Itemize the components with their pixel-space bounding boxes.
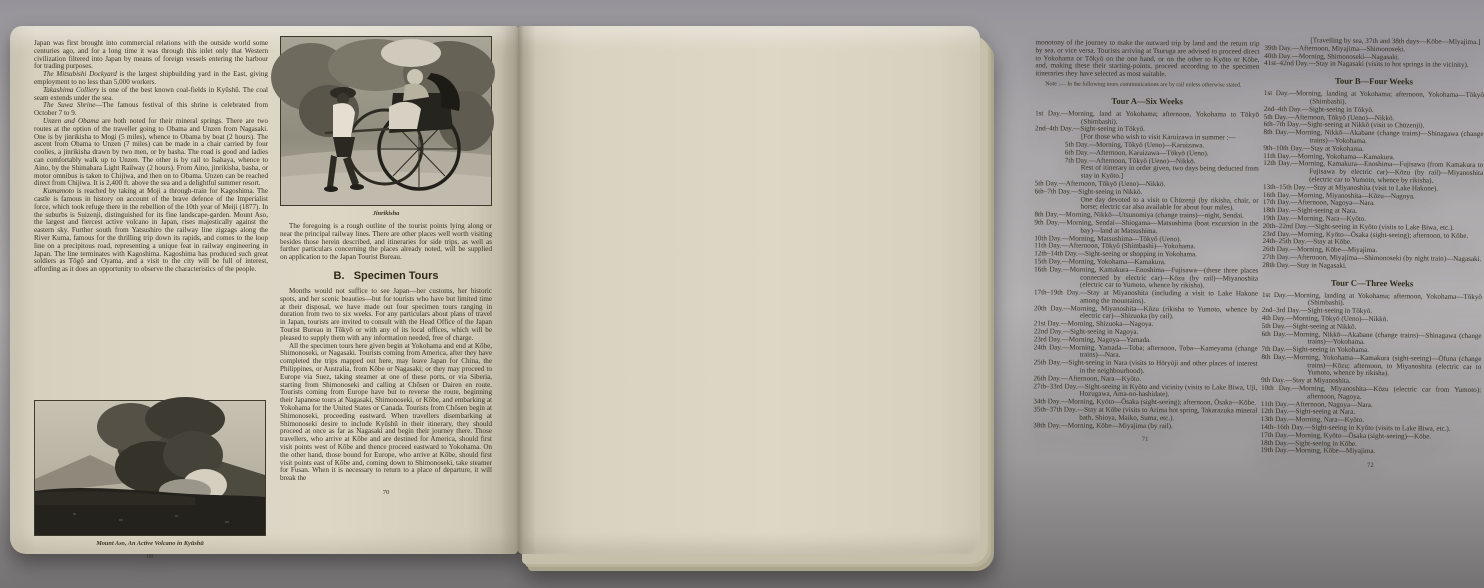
day-label: 13th–15th Day.	[1262, 182, 1307, 192]
day-text: —Morning, Kōbe—Miyajima.	[1287, 446, 1376, 456]
day-label: 17th Day.	[1260, 430, 1289, 440]
day-label: 15th Day.	[1034, 257, 1062, 266]
paragraph: Months would not suffice to see Japan—her customs, her historic spots, and her scenic beauties—but for tourists who have but limited time at their disposal, we have made out four specimen tours ranging in duration from two to six weeks. For any particulars about plans of travel in Japan, tourists are invited to consult with the Head Office of the Japan Tourist Bureau in Tōkyō or with any of its local offices, which will be pleased to supply them with any information needed, free of charge.	[280, 286, 492, 342]
day-text: —Afternoon, Tōkyō (Ueno)—Nikkō.	[1058, 179, 1166, 189]
paragraph-lead: The Suwa Shrine	[43, 101, 96, 110]
day-text: —Morning, Kōbe—Miyajima (by rail).	[1060, 421, 1173, 430]
day-label: 17th Day.	[1262, 198, 1291, 207]
day-text: —Morning, Tōkyō (Ueno)—Karuizawa.	[1088, 140, 1205, 150]
day-text: —Afternoon, Karuizawa—Tōkyō (Ueno).	[1088, 148, 1209, 158]
day-text: —Morning, Yamada—Toba; afternoon, Toba—Kameyama (change trains)—Nara.	[1062, 343, 1258, 360]
day-label: 6th–7th Day.	[1034, 187, 1072, 196]
day-text: —Morning, Matsushima—Tōkyō (Ueno).	[1061, 234, 1182, 243]
day-label: 13th Day.	[1260, 415, 1289, 424]
paragraph-lead: Takashima Colliery	[43, 85, 100, 94]
day-label: 18th Day.	[1262, 206, 1291, 215]
day-label: 20th–22nd Day.	[1262, 221, 1308, 231]
day-label: 10th Day.	[1034, 233, 1062, 243]
day-text: —Morning, Kamakura—Enoshima—Fujisawa—(these three places connected by electric car)—Kōzu (by rail)—Miyanoshita (electric car to Yumoto, whence by rikisha).	[1062, 265, 1259, 290]
day-text: —Morning, Nara—Kyōto.	[1288, 415, 1365, 425]
day-label: 12th–14th Day.	[1034, 249, 1078, 258]
day-text: Rest of itinerary in order given, two days being deducted from stay in Kyōto.]	[1080, 163, 1259, 180]
paragraph-lead: Kumamoto	[43, 187, 75, 196]
paragraph: All the specimen tours here given begin at Yokohama and end at Kōbe, Shimonoseki, or Nagasaki. Tourists coming from America, after they have completed the trips mapped out here, may leave Japan for China, the Philippines, or Australia, from Kōbe or Nagasaki; or they may proceed to Europe via Suez, taking steamer at one of these ports, or via Siberia, starting from Shimonoseki and calling at Chōsen or Dairen en route. Tourists coming from Europe have but to reverse the route, beginning their Japanese tours at Nagasaki, Shimonoseki, or Kōbe, and embarking at Yokohama for the United States or Canada. Tourists from Chōsen begin at Shimonoseki, proceeding eastward. When travellers disembarking at Shimonoseki desire to include Kyūshū in their itinerary, they should proceed at once as far as Nagasaki and begin their journey there. Those travellers, who arrive at Kōbe and are destined for America, should first visit points west of Kōbe and thence proceed eastward to Yokohama. On the other hand, those bound for Europe, who arrive at Kōbe, should first visit points east of Kōbe and, coming down to Shimonoseki, take steamer for Fusan. When it is necessary to return to a place of departure, it will break the	[280, 341, 492, 483]
day-label: 21st Day.	[1033, 319, 1061, 328]
day-text: —Stay at Miyanoshita (including a visit to Lake Hakone among the mountains).	[1079, 288, 1259, 305]
day-label: 11th Day.	[1260, 399, 1289, 408]
day-text: —Morning, Nagoya—Yamada.	[1061, 335, 1151, 344]
paragraph: The foregoing is a rough outline of the tourist points lying along or near the principal railway lines. There are other places well worth visiting besides those herein described, and itineraries for side trips, as well as further particulars concerning the places already noted, will be supplied on application to the Japan Tourist Bureau.	[280, 222, 492, 262]
day-label: 9th Day.	[1261, 376, 1286, 385]
day-text: [For those who wish to visit Karuizawa in summer :—	[1080, 132, 1236, 142]
day-label: 8th Day.	[1261, 352, 1287, 362]
day-text: —Sight-seeing at Nara.	[1290, 206, 1358, 215]
left-page	[10, 26, 518, 560]
day-text: —Sight-seeing in Tōkyō.	[1301, 105, 1374, 114]
day-label: 5th Day.	[1064, 140, 1089, 149]
paragraph: monotony of the journey to make the outward trip by land and the return trip by sea, or vice versa. Tourists arriving at Tsuruga are advised to proceed direct to Yokohama or Tōkyō on the one hand, or on the other to Kyōto or Kōbe, and, making these their starting-points, proceed according to the specimen itineraries they have selected as most suitable.	[1035, 38, 1260, 79]
day-label: 17th–19th Day.	[1033, 288, 1080, 297]
day-label: 1st Day.	[1035, 109, 1062, 118]
day-text: —Sight-seeing in Nara (visits to Hōryūji and other places of interest in the neighbourhood).	[1061, 358, 1258, 376]
day-label: 5th Day.	[1263, 112, 1288, 121]
day-text: —Morning, Yokohama—Kamakura.	[1061, 257, 1166, 267]
tour-c-heading: Tour C—Three Weeks	[1330, 277, 1414, 288]
day-text: —Morning, Shimonoseki—Nagasaki.	[1291, 51, 1400, 61]
day-text: —Stay in Nagasaki (visits to hot springs in the vicinity).	[1308, 59, 1469, 70]
day-label: 4th Day.	[1261, 313, 1286, 323]
day-label: 9th Day.	[1034, 218, 1060, 227]
itinerary-item	[1260, 447, 1480, 457]
day-label: 12th Day.	[1263, 159, 1292, 168]
day-label: 11th Day.	[1034, 241, 1062, 250]
day-text: —Afternoon, Miyajima—Shimonoseki (by night train)—Nagasaki.	[1289, 253, 1482, 263]
page-number: 70	[382, 488, 390, 496]
open-book	[10, 26, 1484, 564]
day-label: 26th Day.	[1262, 245, 1290, 254]
paragraph-text: is the largest shipbuilding yard in the East, giving employment to no less than 5,000 workers.	[34, 70, 268, 86]
paragraph-text: is one of the best known coal-fields in Kyūshū. The coal seam extends under the sea.	[34, 85, 268, 102]
day-text: —Morning, Yokohama—Kamakura.	[1290, 151, 1395, 161]
day-label: 24th Day.	[1033, 342, 1063, 352]
day-label: 1st Day.	[1261, 290, 1288, 299]
day-label: 11th Day.	[1263, 151, 1291, 160]
day-label: 18th Day.	[1260, 438, 1289, 447]
day-text: —Morning, Miyanoshita—Kōzu (rikisha to Yumoto, whence by electric car)—Shizuoka (by rail).	[1063, 304, 1258, 321]
day-text: —Sight-seeing at Nikkō.	[1285, 321, 1357, 331]
tour-b-heading: Tour B—Four Weeks	[1334, 75, 1414, 87]
day-text: —Sight-seeing in Nikkō.	[1071, 187, 1143, 196]
paragraph-text: is reached by taking at Moji a through-train for Kagoshima. The castle is famous in history on account of the brave defence of the Imperialist force, which took refuge there in the rebellion of the 10th year of Meiji (1877). In the suburbs is Suizenji, distinguished for its fine landscape-garden. Mount Aso, the largest and fiercest active volcano in Japan, rises majestically against the eastern sky. Further south from Yatsushiro the railway line zigzags along the River Kuma, famous for the thrilling trip down its rapids, and comes to the loop line on a precipitous road, representing a unique feat in railway engineering in Japan. The line terminates with Kagoshima. Kagoshima has produced such great soldiers as Tōgō and Oyama, and a visit to the city will be full of interest, affording as it does an opportunity to observe the characteristics of the people.	[34, 187, 268, 274]
itinerary-item	[1033, 422, 1257, 431]
day-label: 27th–33rd Day.	[1033, 381, 1078, 391]
day-label: 9th–10th Day.	[1263, 143, 1304, 153]
day-text: [Travelling by sea, 37th and 38th days—Kōbe—Miyajima.]	[1310, 36, 1481, 47]
paragraph-text: Japan was first brought into commercial relations with the outside world some centuries ago, and for a long time it was through this inlet only that Western civilization filtered into Japan by means of foreign vessels entering the harbour for trading purposes.	[34, 39, 268, 71]
day-label: 40th Day.	[1264, 51, 1292, 60]
itinerary-item	[1263, 160, 1483, 186]
section-heading: B. Specimen Tours	[333, 269, 439, 282]
day-text: —Morning, Tōkyō (Ueno)—Nikkō.	[1285, 314, 1389, 324]
day-text: —Morning, Kamakura—Enoshima—Fujisawa (from Kamakura to Fujisawa by electric car)—Kōzu (by rail)—Miyanoshita (electric car to Yumoto, whence by rikisha).	[1291, 159, 1484, 185]
tour-c-itinerary	[1260, 291, 1482, 457]
itinerary-item	[1264, 60, 1484, 70]
day-text: —Morning, Kyōto—Ōsaka (sight-seeing); afternoon, Ōsaka—Kōbe.	[1060, 397, 1257, 407]
paragraph	[34, 40, 268, 71]
paragraph-text: —The famous festival of this shrine is celebrated from October 7 to 9.	[34, 101, 268, 118]
day-text: —Sight-seeing in Kyōto and vicinity (visits to Lake Biwa, Uji, Hozugawa, Ama-no-hashidate).	[1077, 382, 1258, 399]
page-71-column	[1032, 39, 1259, 548]
jinrikisha-photo	[280, 36, 492, 206]
page-number: 72	[1367, 462, 1374, 470]
paragraph-text: are both noted for their mineral springs. There are two routes at the option of the traveller going to Obama and Unzen from Nagasaki. One is by jinrikisha to Mogi (5 miles), whence to Obama by boat (2 hours). The ascent from Obama to Unzen (7 miles) can be made in a chair carried by four coolies, a jinrikisha drawn by two men, or by basha. The road is good and ladies can comfortably walk up to Unzen. The other is by rail to Isahaya, whence to Aino, by the Shimabara Light Railway (2 hours). From Aino, jinrikisha, basha, or motor omnibus is taken to Chijiwa, and then on to Obama. Unzen can be reached direct from Chijiwa. It is 2,400 ft. above the sea and a delightful summer resort.	[34, 116, 268, 188]
day-text: —Morning, Miyanoshita—Kōzu (electric car from Yumoto); afternoon, Nagoya.	[1291, 384, 1482, 401]
day-text: —Morning, Nikkō—Utsunomiya (change trains)—night, Sendai.	[1058, 210, 1244, 220]
day-label: 10th Day.	[1261, 384, 1292, 393]
day-text: One day devoted to a visit to Chūzenji (by rikisha, chair, or horse; electric car also available for about four miles).	[1080, 195, 1259, 212]
day-text: —Stay at Kōbe (visits to Arima hot spring, Takarazuka mineral bath, Shioya, Maiko, Suma, etc.).	[1077, 405, 1258, 423]
tour-a-continuation	[1264, 37, 1484, 70]
day-text: —Sight-seeing or shopping in Yokohama.	[1077, 249, 1197, 259]
day-label: 16th Day.	[1262, 190, 1291, 199]
paragraph	[34, 71, 268, 87]
paragraph	[34, 118, 268, 188]
page-72-column	[1260, 37, 1484, 549]
day-label: 5th Day.	[1034, 179, 1059, 188]
day-label: 14th–16th Day.	[1260, 423, 1305, 432]
day-label: 12th Day.	[1260, 407, 1289, 416]
paragraph-lead: The Mitsubishi Dockyard	[43, 70, 117, 79]
page-number: 71	[1141, 436, 1149, 444]
day-text: —Morning, Kyōto—Ōsaka (sight-seeing); afternoon, to Kōbe.	[1290, 229, 1469, 240]
day-label: 6th Day.	[1261, 329, 1287, 338]
day-text: —Sight-seeing at Nikkō (visit to Chūzenji).	[1300, 120, 1425, 130]
day-label: 23rd Day.	[1262, 229, 1291, 238]
day-label: 24th–25th Day.	[1262, 237, 1307, 246]
page-70-column	[280, 36, 492, 550]
day-text: —Morning, Kōbe—Miyajima.	[1289, 245, 1378, 255]
day-label: 20th Day.	[1033, 304, 1064, 313]
day-text: —Sight-seeing in Nagoya.	[1062, 327, 1139, 337]
day-label: 39th Day.	[1264, 43, 1292, 53]
day-text: —Morning, Nara—Kyōto.	[1290, 214, 1367, 223]
note-line: Note :— In the following tours communications are by rail unless otherwise stated.	[1045, 81, 1242, 89]
day-text: —Morning, Miyanoshita—Kōzu—Nagoya.	[1290, 190, 1415, 200]
itinerary-item	[1261, 354, 1481, 380]
day-text: —Sight-seeing at Nara.	[1288, 407, 1356, 417]
day-label: 8th Day.	[1263, 128, 1289, 137]
day-text: —Sight-seeing in Kyōto (visits to Lake Biwa, etc.).	[1304, 423, 1451, 433]
day-text: —Afternoon, Nagoya—Nara.	[1290, 198, 1375, 208]
paragraph	[34, 87, 268, 103]
day-label: 6th–7th Day.	[1263, 120, 1301, 129]
day-text: —Morning, Kyōto—Ōsaka (sight-seeing)—Kōbe.	[1288, 431, 1432, 441]
day-label: 38th Day.	[1033, 420, 1061, 430]
paragraph	[34, 102, 268, 118]
paragraph-lead: Unzen and Obama	[43, 116, 99, 125]
day-label: 6th Day.	[1064, 148, 1089, 157]
day-text: —Sight-seeing in Kyōto (visits to Lake Biwa, etc.).	[1307, 222, 1455, 232]
tour-b-itinerary	[1262, 90, 1484, 271]
paragraph	[34, 188, 268, 274]
photo-caption: Jinrikisha	[372, 210, 400, 217]
day-label: 22nd Day.	[1033, 327, 1063, 336]
volcano-photo	[34, 400, 266, 560]
day-text: —Stay at Miyanoshita (visit to Lake Hakone).	[1306, 183, 1439, 193]
tour-a-heading: Tour A—Six Weeks	[1111, 95, 1183, 106]
day-text: —Afternoon, Tōkyō (Ueno)—Nikkō.	[1088, 156, 1196, 165]
day-text: —Afternoon, Tōkyō (Ueno)—Nikkō.	[1287, 112, 1395, 122]
day-label: 25th Day.	[1033, 358, 1062, 367]
day-label: 28th Day.	[1262, 260, 1290, 269]
day-text: —Morning, Nikkō—Akabane (change trains)—Shinagawa (change trains)—Yokohama.	[1288, 128, 1484, 145]
day-text: —Morning, landing at Yokohama; afternoon, Yokohama—Tōkyō (Shimbashi).	[1288, 89, 1484, 106]
day-label: 19th Day.	[1260, 446, 1289, 455]
day-label: 2nd–3rd Day.	[1261, 306, 1301, 315]
right-page	[518, 26, 1484, 554]
day-text: —Sight-seeing in Tōkyō.	[1073, 124, 1145, 134]
tour-a-itinerary	[1033, 110, 1259, 431]
day-text: —Morning, Yokohama—Kamakura (sight-seeing)—Ōfuna (change trains)—Kōzu; afternoon, to Miyanoshita (electric car to Yumoto, whence by rikisha).	[1286, 353, 1482, 378]
page-69-column	[34, 39, 268, 560]
day-text: —Stay at Kōbe.	[1306, 237, 1352, 247]
day-text: —Afternoon, Tōkyō (Shimbashi)—Yokohama.	[1061, 241, 1196, 251]
day-text: —Sight-seeing in Kōbe.	[1288, 438, 1357, 448]
day-label: 41st–42nd Day.	[1264, 59, 1309, 68]
itinerary-item	[1034, 266, 1258, 291]
photo-caption: Mount Aso, An Active Volcano in Kyūshū	[96, 540, 204, 547]
day-text: —Morning, Shizuoka—Nagoya.	[1060, 319, 1154, 329]
volcano-photo-image	[34, 400, 266, 536]
day-text: —Sight-seeing in Yokohama.	[1285, 345, 1370, 355]
day-label: 8th Day.	[1034, 210, 1059, 219]
day-label: 2nd–4th Day.	[1034, 124, 1074, 133]
day-text: —Afternoon, Nagoya—Nara.	[1288, 399, 1373, 409]
day-label: 26th Day.	[1033, 374, 1062, 383]
day-text: —Stay at Yokohama.	[1303, 144, 1364, 153]
day-label: 2nd–4th Day.	[1263, 104, 1302, 114]
day-text: —Morning, land at Yokohama; afternoon, Yokohama to Tōkyō (Shimbashi).	[1061, 109, 1260, 126]
day-text: —Afternoon, Nara—Kyōto.	[1060, 374, 1142, 383]
day-text: —Afternoon, Miyajima—Shimonoseki.	[1291, 44, 1406, 54]
day-label: 23rd Day.	[1033, 335, 1062, 344]
day-label: 1st Day.	[1263, 89, 1289, 98]
day-text: —Morning, Nikkō—Akabane (change trains)—Shinagawa (change trains)—Yokohama.	[1286, 329, 1482, 347]
day-label: 16th Day.	[1034, 265, 1063, 274]
day-label: 27th Day.	[1262, 252, 1290, 262]
day-label: 19th Day.	[1262, 213, 1291, 223]
day-label: 7th Day.	[1064, 156, 1089, 165]
page-69-text	[34, 40, 268, 274]
day-text: —Morning, landing at Yokohama; afternoon, Yokohama—Tōkyō (Shimbashi).	[1286, 290, 1483, 308]
day-label: 34th Day.	[1033, 397, 1061, 406]
day-label: 5th Day.	[1261, 321, 1286, 330]
day-text: —Morning, Sendai—Shiogama—Matsushima (boat excursion in the bay)—land at Matsushima.	[1059, 218, 1259, 235]
day-text: —Stay in Nagasaki.	[1289, 260, 1347, 270]
day-label: 7th Day.	[1261, 345, 1286, 354]
day-text: —Stay at Miyanoshita.	[1285, 376, 1351, 386]
day-label: 35th–37th Day.	[1033, 405, 1078, 414]
day-text: —Sight-seeing in Tōkyō.	[1300, 306, 1373, 316]
page-number: 69	[146, 553, 154, 560]
jinrikisha-photo-image	[280, 36, 492, 206]
